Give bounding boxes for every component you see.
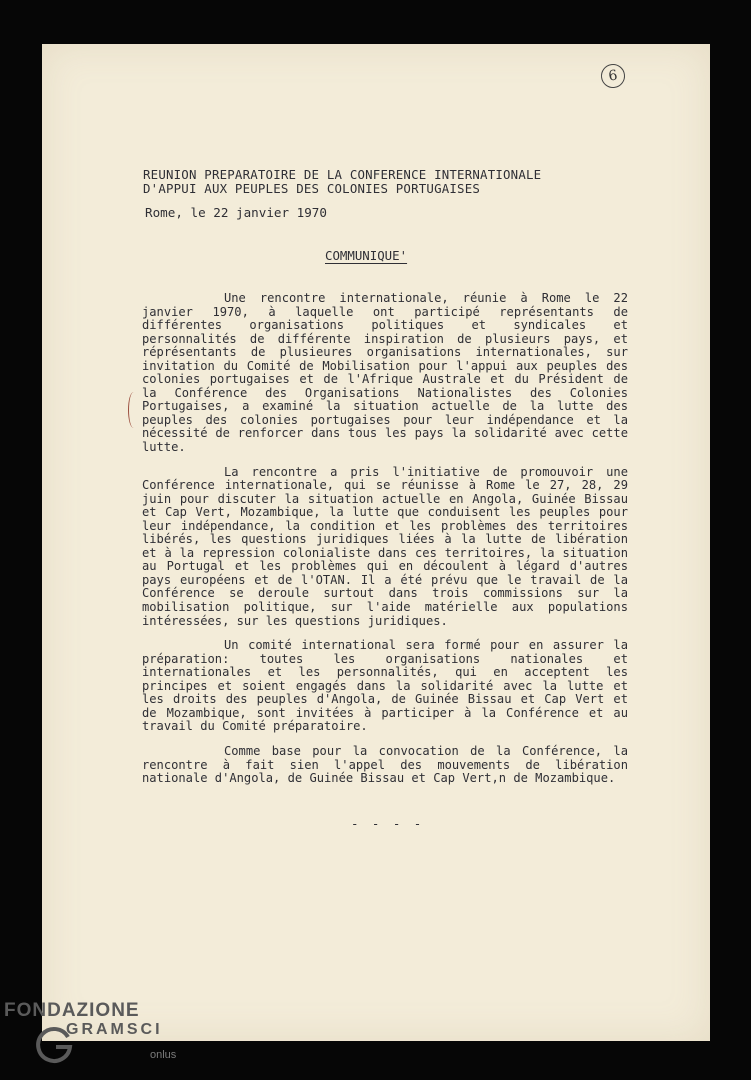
margin-pencil-mark	[128, 392, 139, 428]
heading-line-2: D'APPUI AUX PEUPLES DES COLONIES PORTUGAISES	[143, 181, 481, 196]
document-heading	[143, 168, 541, 196]
closing-separator: - - - -	[351, 816, 425, 831]
heading-line-1: REUNION PREPARATOIRE DE LA CONFERENCE INTERNATIONALE	[143, 167, 542, 182]
paragraph-2: La rencontre a pris l'initiative de promouvoir une Conférence internationale, qui se réunisse à Rome le 27, 28, 29 juin pour discuter la situation actuelle en Angola, Guinée Bissau et Cap Vert, Mozambique, la lutte que conduisent les peuples pour leur indépendance, la condition et les problèmes des territoires libérés, les questions juridiques liées à la lutte de libération et à la repression colonialiste dans ces territoires, la situation au Portugal et les problèmes qui en découlent à légard d'autres pays européens et de l'OTAN. Il a été prévu que le travail de la Conférence se deroule surtout dans trois commissions sur la mobilisation politique, sur l'aide matérielle aux populations intéressées, sur les questions juridiques.	[142, 464, 628, 628]
watermark-suffix: onlus	[150, 1049, 177, 1061]
watermark-line-1: FONDAZIONE	[4, 1000, 140, 1021]
paragraph-1: Une rencontre internationale, réunie à Rome le 22 janvier 1970, à laquelle ont participé représentants de différentes organisations politiques et syndicales et personnalités de différente inspiration de plusieurs pays, et réprésentants de plusieures organisations internationales, sur invitation du Comité de Mobilisation pour l'appui aux peuples des colonies portugaises et de l'Afrique Australe et du Président de la Conférence des Organisations Nationalistes des Colonies Portugaises, a examiné la situation actuelle de la lutte des peuples des colonies portugaises pour leur indépendance et la nécessité de renforcer dans tous les pays la solidarité avec cette lutte.	[142, 291, 628, 455]
document-page	[42, 44, 710, 1041]
watermark-line-2: GRAMSCI	[66, 1021, 163, 1038]
dateline: Rome, le 22 janvier 1970	[145, 205, 327, 220]
fondazione-gramsci-watermark	[4, 995, 204, 1080]
document-body	[142, 292, 628, 797]
paragraph-3: Un comité international sera formé pour en assurer la préparation: toutes les organisations nationales et internationales et les personnalités, qui en acceptent les principes et soient engagés dans la solidarité avec la lutte et les droits des peuples d'Angola, de Guinée Bissau et Cap Vert et de Mozambique, sont invitées à participer à la Conférence et au travail du Comité préparatoire.	[142, 638, 628, 734]
paragraph-4: Comme base pour la convocation de la Conférence, la rencontre à fait sien l'appel des mouvements de libération nationale d'Angola, de Guinée Bissau et Cap Vert,n de Mozambique.	[142, 743, 628, 786]
document-title: COMMUNIQUE'	[325, 248, 408, 263]
page-number: 6	[599, 62, 626, 89]
